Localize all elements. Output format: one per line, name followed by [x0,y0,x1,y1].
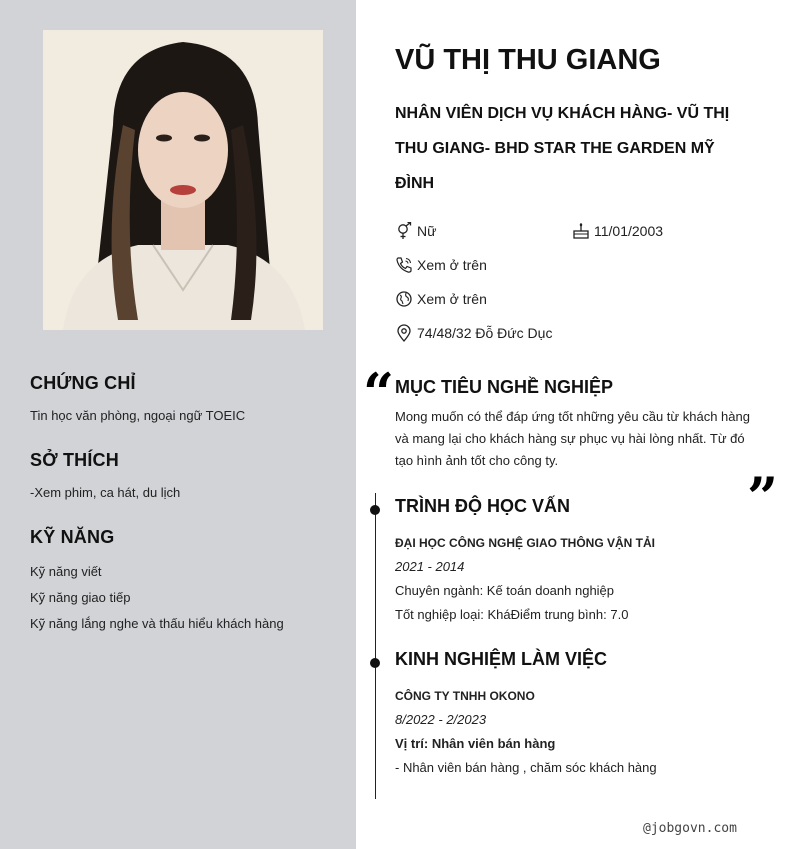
address-info [395,324,552,342]
location-icon [395,324,413,342]
gender-icon [395,222,413,240]
education-title: TRÌNH ĐỘ HỌC VẤN [395,496,570,516]
quote-open-icon: “ [363,361,395,425]
education-school: ĐẠI HỌC CÔNG NGHỆ GIAO THÔNG VẬN TẢI [395,536,656,550]
candidate-name: VŨ THỊ THU GIANG [395,44,661,76]
experience-period: 8/2022 - 2/2023 [395,712,487,727]
timeline-line [375,493,376,799]
skill-item: Kỹ năng lắng nghe và thấu hiểu khách hàng [30,616,284,631]
phone-icon [395,256,413,274]
gender-value: Nữ [417,223,437,239]
experience-description: - Nhân viên bán hàng , chăm sóc khách hàng [395,760,657,775]
certificates-title: CHỨNG CHỈ [30,373,136,393]
skill-item: Kỹ năng giao tiếp [30,590,131,605]
education-grade: Tốt nghiệp loại: KháĐiểm trung bình: 7.0 [395,607,629,622]
profile-photo [43,30,323,330]
education-major: Chuyên ngành: Kế toán doanh nghiệp [395,583,615,598]
footer-watermark: @jobgovn.com [643,821,737,836]
certificates-text: Tin học văn phòng, ngoại ngữ TOEIC [30,408,246,423]
timeline-dot [370,505,380,515]
experience-company: CÔNG TY TNHH OKONO [395,689,535,703]
phone-value: Xem ở trên [417,257,487,273]
skills-title: KỸ NĂNG [30,527,115,547]
education-period: 2021 - 2014 [395,559,465,574]
objective-text: Mong muốn có thể đáp ứng tốt những yêu cầu từ khách hàng và mang lại cho khách hàng sự phục vụ hài lòng nhất. Từ đó tạo hình ảnh tốt cho công ty. [395,409,750,468]
gender-info [395,222,436,240]
experience-title: KINH NGHIỆM LÀM VIỆC [395,649,608,669]
address-value: 74/48/32 Đỗ Đức Dục [417,325,553,341]
birthday-info [572,222,663,240]
sidebar [0,0,356,849]
timeline-dot [370,658,380,668]
experience-position: Vị trí: Nhân viên bán hàng [395,736,556,751]
birthday-value: 11/01/2003 [594,223,664,239]
hobbies-title: SỞ THÍCH [30,450,119,470]
globe-icon [395,290,413,308]
phone-info [395,256,487,274]
hobbies-text: -Xem phim, ca hát, du lịch [30,485,181,500]
objective-title: MỤC TIÊU NGHỀ NGHIỆP [395,377,614,397]
skill-item: Kỹ năng viết [30,564,102,579]
quote-close-icon: ” [747,465,779,529]
job-title: NHÂN VIÊN DỊCH VỤ KHÁCH HÀNG- VŨ THỊ THU GIANG- BHD STAR THE GARDEN MỸ ĐÌNH [395,105,730,192]
website-value: Xem ở trên [417,291,487,307]
website-info [395,290,487,308]
cake-icon [572,222,590,240]
